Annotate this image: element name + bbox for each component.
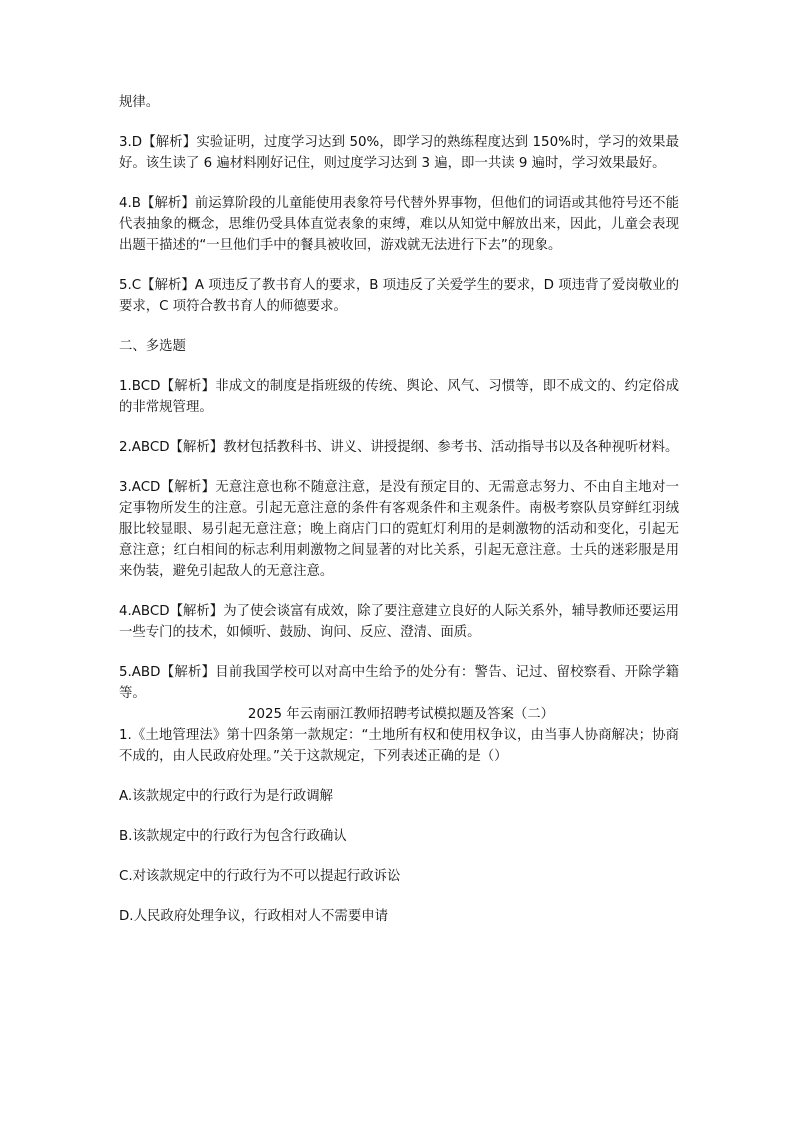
answer-explanation: 目前我国学校可以对高中生给予的处分有：警告、记过、留校察看、开除学籍等。 <box>119 665 679 701</box>
option-b: B.该款规定中的行政行为包含行政确认 <box>119 829 347 844</box>
answer-multi-5 <box>119 662 679 704</box>
answer-tag: 3.D【解析】 <box>119 135 197 150</box>
answer-multi-3 <box>119 477 679 582</box>
answer-explanation: 实验证明，过度学习达到 50%，即学习的熟练程度达到 150%时，学习的效果最好。该生读了 6 遍材料刚好记住，则过度学习达到 3 遍，即一共读 9 遍时，学习效果最好。 <box>119 135 679 171</box>
answer-tag: 4.B【解析】 <box>119 196 195 211</box>
answer-explanation: 前运算阶段的儿童能使用表象符号代替外界事物，但他们的词语或其他符号还不能代表抽象的概念，思维仍受具体直觉表象的束缚，难以从知觉中解放出来，因此，儿童会表现出题干描述的“一旦他们手中的餐具被收回，游戏就无法进行下去”的现象。 <box>119 196 679 253</box>
answer-tag: 1.BCD【解析】 <box>119 379 216 394</box>
answer-explanation: 非成文的制度是指班级的传统、舆论、风气、习惯等，即不成文的、约定俗成的非常规管理。 <box>119 379 680 415</box>
answer-tag: 2.ABCD【解析】 <box>119 440 224 455</box>
answer-tag: 5.ABD【解析】 <box>119 665 216 680</box>
answer-multi-2 <box>119 437 679 458</box>
answer-explanation: 无意注意也称不随意注意，是没有预定目的、无需意志努力、不由自主地对一定事物所发生的注意。引起无意注意的条件有客观条件和主观条件。南极考察队员穿鲜红羽绒服比较显眼、易引起无意注意；晚上商店门口的霓虹灯利用的是刺激物的活动和变化，引起无意注意；红白相间的标志利用刺激物之间显著的对比关系，引起无意注意。士兵的迷彩服是用来伪装，避免引起敌人的无意注意。 <box>119 480 679 579</box>
answer-explanation: 教材包括教科书、讲义、讲授提纲、参考书、活动指导书以及各种视听材料。 <box>223 440 679 455</box>
document-content <box>119 92 679 946</box>
answer-tag: 5.C【解析】 <box>119 278 195 293</box>
answer-single-5 <box>119 275 679 317</box>
exam-title: 2025 年云南丽江教师招聘考试模拟题及答案（二） <box>247 707 555 722</box>
answer-tag: 4.ABCD【解析】 <box>119 604 224 619</box>
answer-tag: 3.ACD【解析】 <box>119 480 216 495</box>
answer-single-3 <box>119 132 679 174</box>
answer-single-4 <box>119 193 679 256</box>
option-d: D.人民政府处理争议，行政相对人不需要申请 <box>119 909 388 924</box>
answer-explanation: 为了使会谈富有成效，除了要注意建立良好的人际关系外，辅导教师还要运用一些专门的技术，如倾听、鼓励、询问、反应、澄清、面质。 <box>119 604 679 640</box>
option-c: C.对该款规定中的行政行为不可以提起行政诉讼 <box>119 869 401 884</box>
continuation-text: 规律。 <box>119 95 160 110</box>
question-1: 1.《土地管理法》第十四条第一款规定：“土地所有权和使用权争议，由当事人协商解决；协商不成的，由人民政府处理。”关于这款规定，下列表述正确的是（） <box>119 728 679 764</box>
option-a: A.该款规定中的行政行为是行政调解 <box>119 789 334 804</box>
answer-multi-1 <box>119 376 679 418</box>
answer-multi-4 <box>119 601 679 643</box>
section-heading: 二、多选题 <box>119 339 186 354</box>
answer-explanation: A 项违反了教书育人的要求，B 项违反了关爱学生的要求，D 项违背了爱岗敬业的要求，C 项符合教书育人的师德要求。 <box>119 278 679 314</box>
